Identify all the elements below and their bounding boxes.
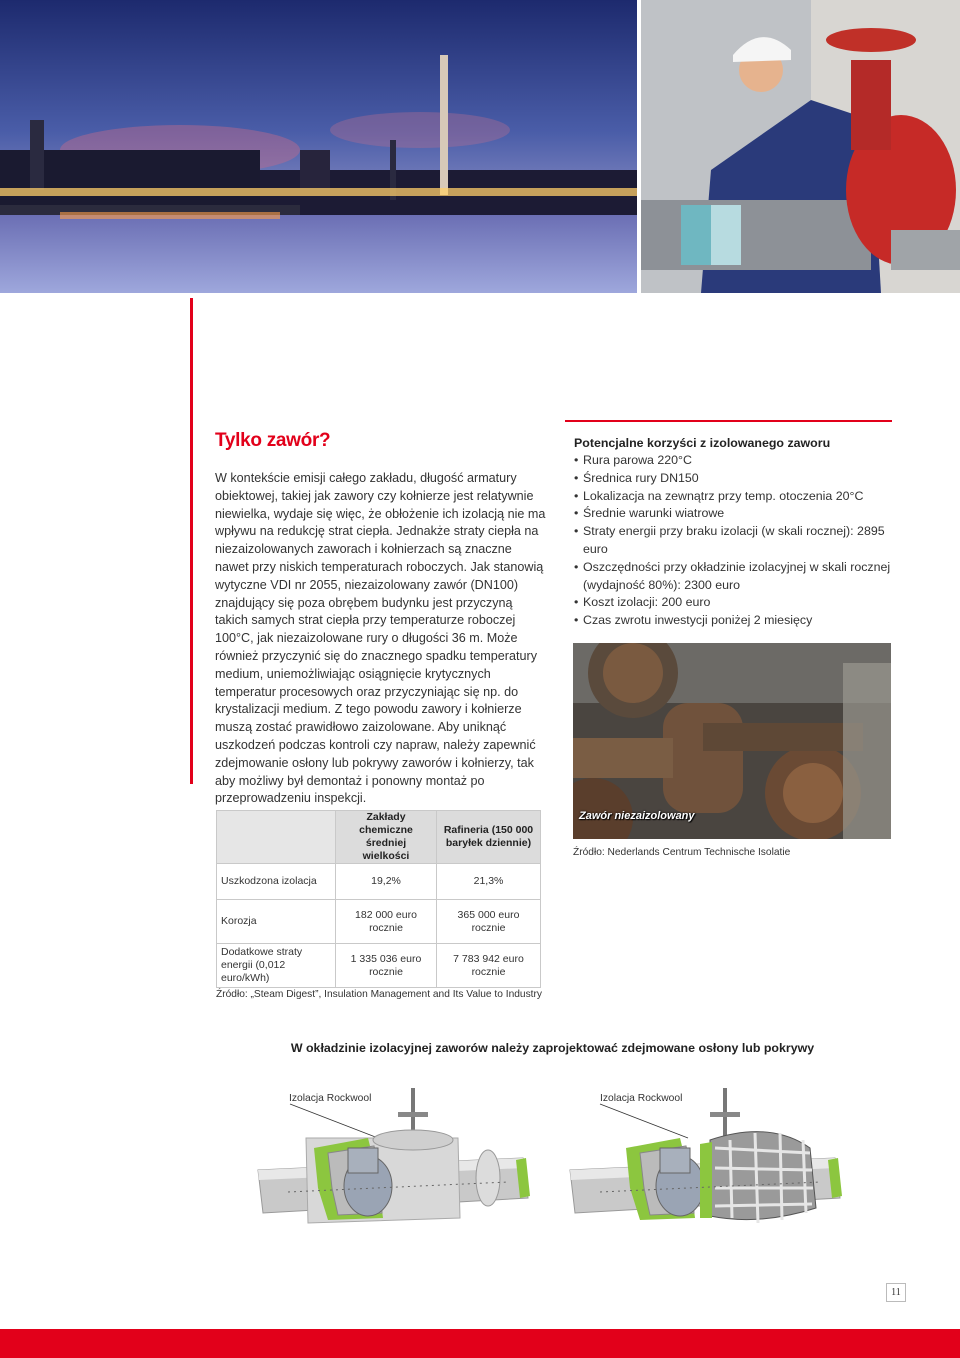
benefits-box (565, 420, 892, 630)
table-header: Rafineria (150 000 baryłek dziennie) (437, 811, 541, 864)
benefit-item: • Średnica rury DN150 (574, 470, 892, 488)
accent-vertical-line (190, 298, 193, 784)
table-cell: 1 335 036 euro rocznie (336, 944, 437, 988)
diagram-heading: W okładzinie izolacyjnej zaworów należy zaprojektować zdejmowane osłony lub pokrywy (290, 1041, 815, 1055)
benefit-item: • Oszczędności przy okładzinie izolacyjnej w skali rocznej (wydajność 80%): 2300 euro (574, 559, 892, 595)
table-cell: 21,3% (437, 864, 541, 900)
valve-cover-diagram-left (248, 1078, 543, 1228)
valve-photo-source: Źródło: Nederlands Centrum Technische Isolatie (573, 847, 791, 858)
table-cell: 365 000 euro rocznie (437, 900, 541, 944)
table-cell: 19,2% (336, 864, 437, 900)
page-number: 11 (886, 1283, 906, 1302)
benefits-list (574, 452, 892, 630)
benefit-item: • Czas zwrotu inwestycji poniżej 2 miesięcy (574, 612, 892, 630)
table-row-label: Dodatkowe straty energii (0,012 euro/kWh) (217, 944, 336, 988)
industrial-night-photo (0, 0, 637, 293)
table-row-label: Korozja (217, 900, 336, 944)
bottom-accent-band (0, 1329, 960, 1358)
cost-table (216, 810, 541, 988)
benefit-item: • Rura parowa 220°C (574, 452, 892, 470)
article-title: Tylko zawór? (215, 430, 331, 451)
benefit-item: • Lokalizacja na zewnątrz przy temp. otoczenia 20°C (574, 488, 892, 506)
table-row (217, 944, 541, 988)
valve-photo-caption: Zawór niezaizolowany (579, 810, 695, 822)
benefit-item: • Średnie warunki wiatrowe (574, 505, 892, 523)
benefit-item: • Koszt izolacji: 200 euro (574, 594, 892, 612)
article-body: W kontekście emisji całego zakładu, długość armatury obiektowej, takiej jak zawory czy kołnierze jest relatywnie niewielka, wydaje się więc, że obłożenie ich izolacją nie ma wpływu na redukcję strat ciepła. Jednakże straty ciepła na niezaizolowanych zaworach i kołnierzach są znaczne nawet przy niskich temperaturach roboczych. Jak stanowią wytyczne VDI nr 2055, niezaizolowany zawór (DN100) znajdujący się poza obrębem budynku jest przyczyną takich samych strat ciepła przy temperaturze roboczej 100°C, jak niezaizolowane rury o długości 36 m. Może również przyczynić się do znacznego spadku temperatury medium, uniemożliwiając osiągnięcie krytycznych temperatur procesowych oraz przyczyniając się np. do krystalizacji medium. Z tego powodu zawory i kołnierze muszą zostać prawidłowo zaizolowane. Aby uniknąć uszkodzeń podczas kontroli czy napraw, należy zapewnić zdejmowanie osłony lub pokrywy zaworów i kołnierzy, tak aby możliwy był demontaż i ponowny montaż po przeprowadzeniu inspekcji. (215, 471, 546, 806)
table-cell: 182 000 euro rocznie (336, 900, 437, 944)
table-row (217, 864, 541, 900)
table-row-label: Uszkodzona izolacja (217, 864, 336, 900)
table-row (217, 900, 541, 944)
valve-cover-diagram-right (560, 1078, 855, 1228)
benefits-title: Potencjalne korzyści z izolowanego zaworu (574, 436, 831, 450)
diagram-label-left: Izolacja Rockwool (289, 1093, 372, 1104)
table-cell: 7 783 942 euro rocznie (437, 944, 541, 988)
worker-valve-photo (641, 0, 960, 293)
table-header-empty (217, 811, 336, 864)
table-source: Źródło: „Steam Digest”, Insulation Management and Its Value to Industry (216, 989, 542, 1000)
benefit-item: • Straty energii przy braku izolacji (w skali rocznej): 2895 euro (574, 523, 892, 559)
diagram-label-right: Izolacja Rockwool (600, 1093, 683, 1104)
table-header: Zakłady chemiczne średniej wielkości (336, 811, 437, 864)
